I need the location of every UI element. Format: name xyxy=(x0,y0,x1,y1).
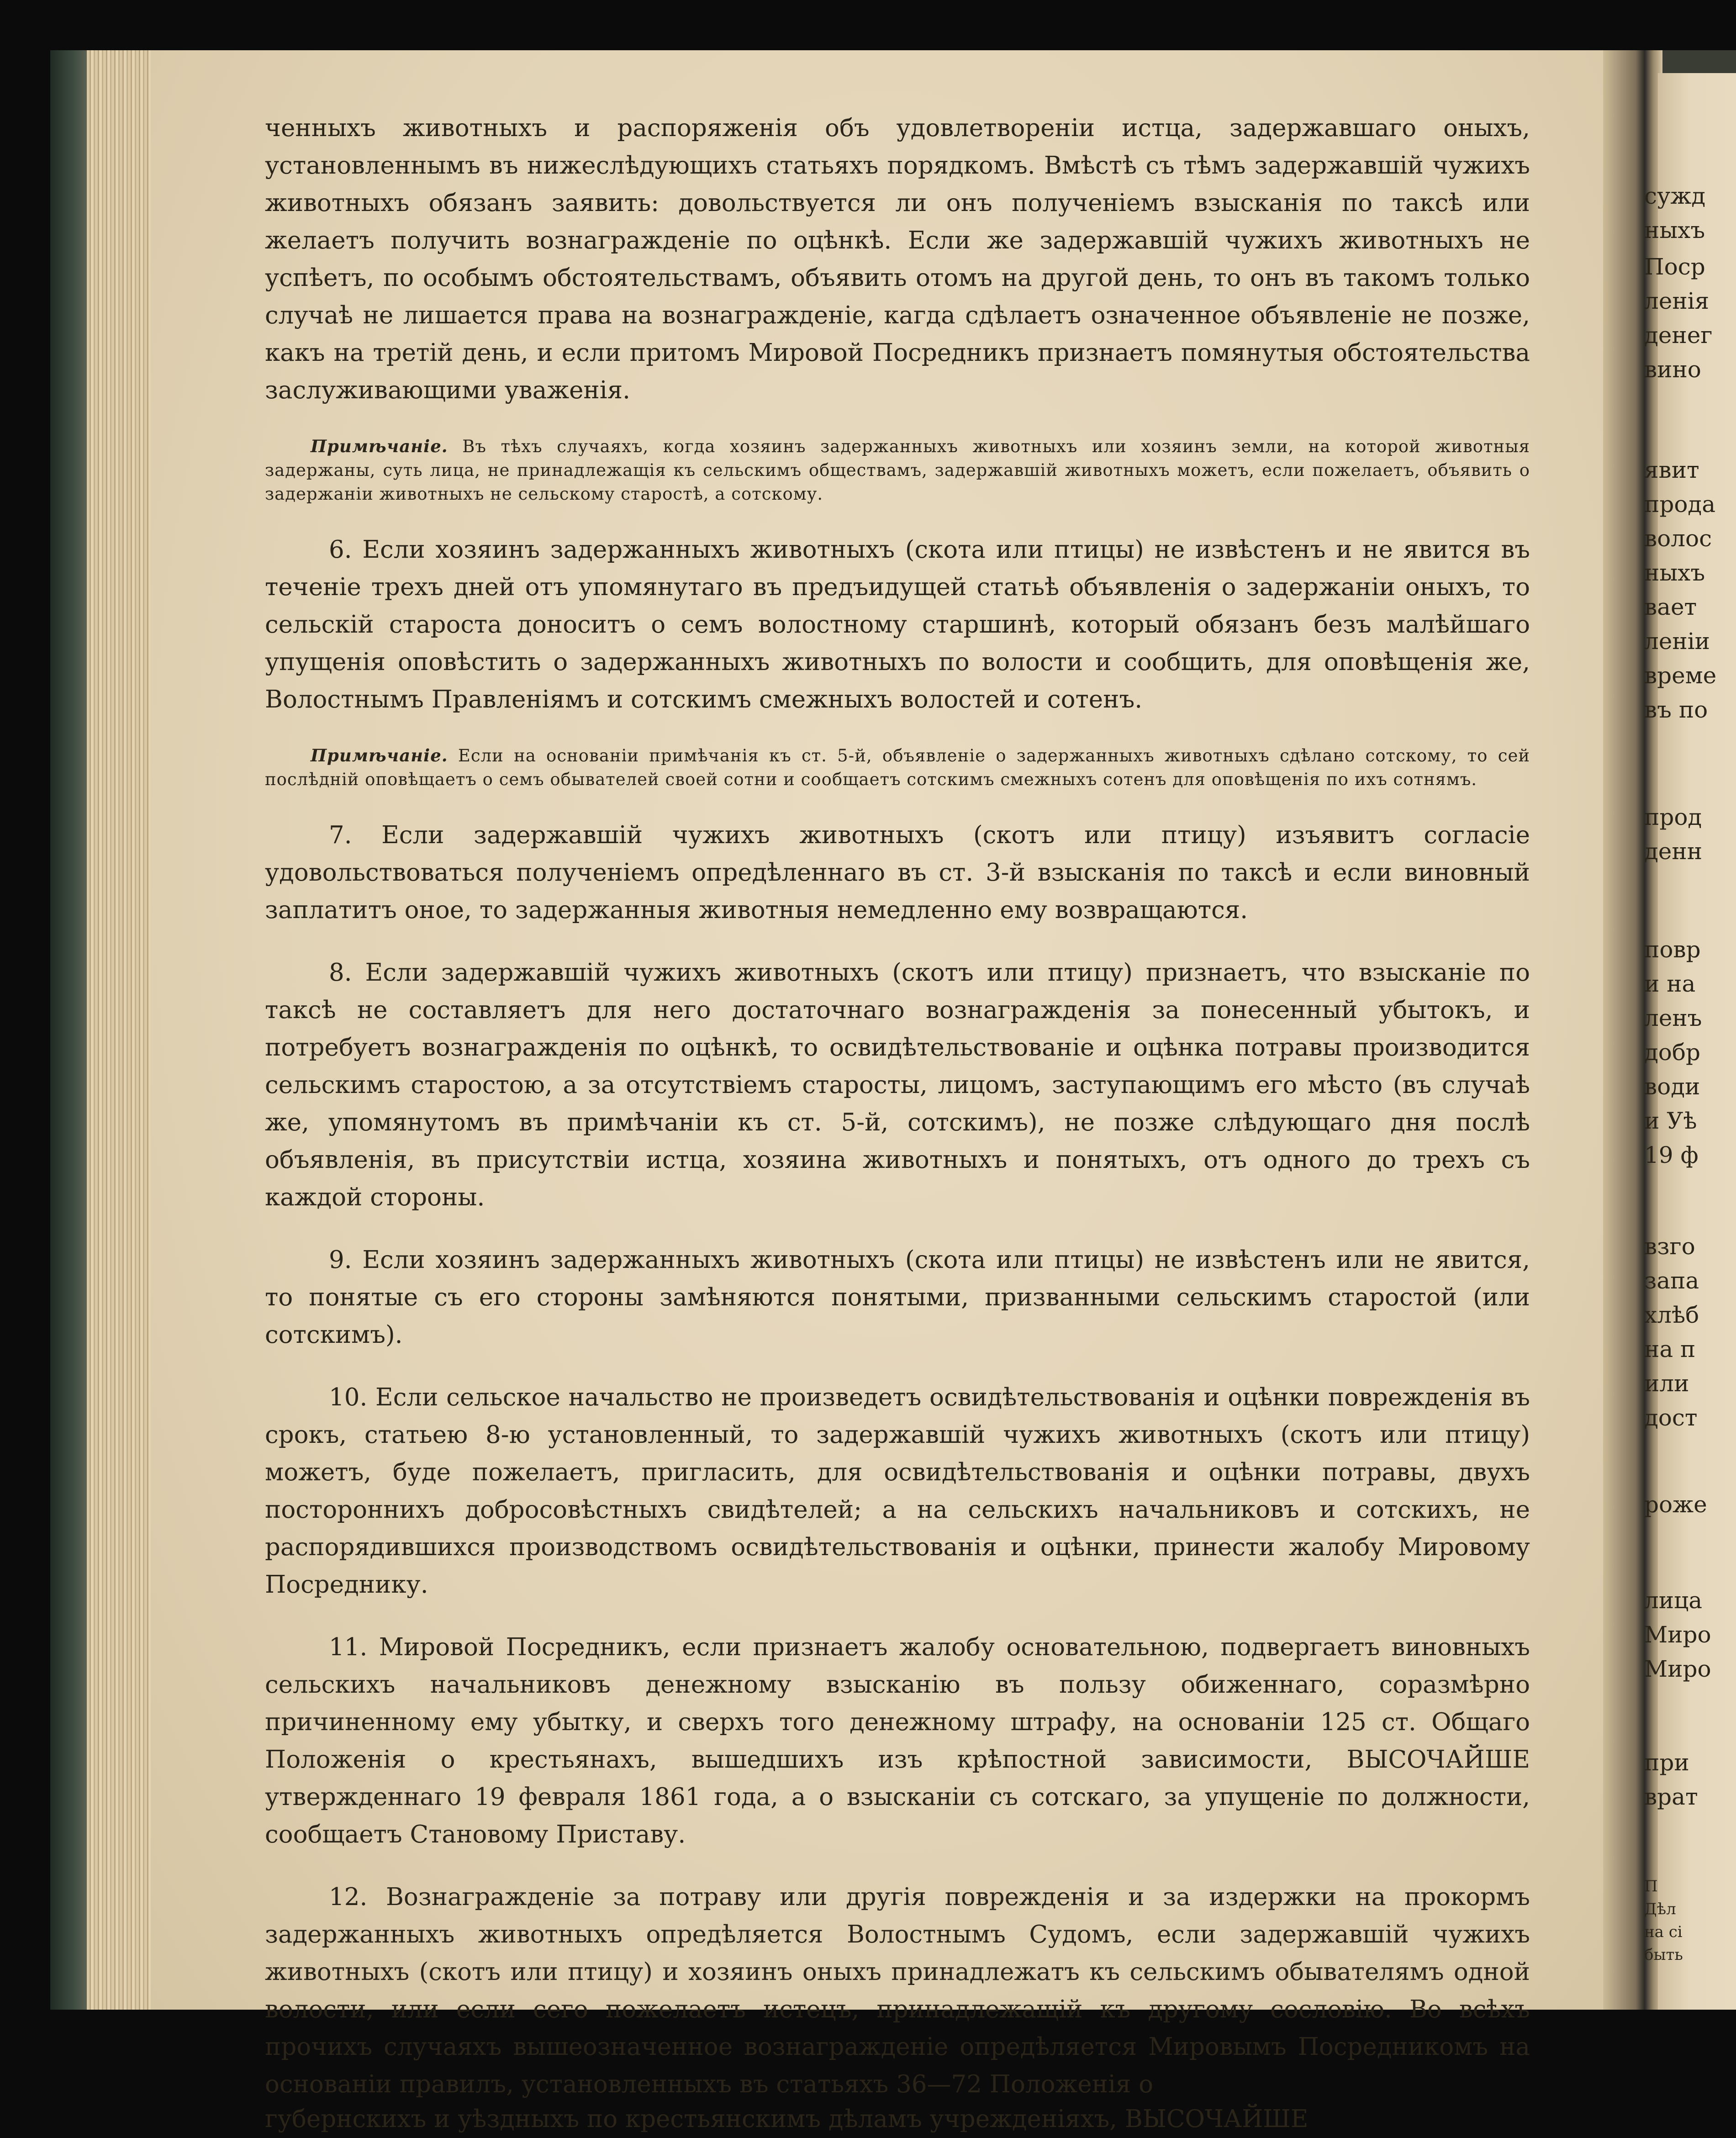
right-page-fragment: или xyxy=(1644,1370,1689,1397)
right-page-fragment: добр xyxy=(1644,1039,1700,1066)
article-10: 10. Если сельское начальство не произведетъ освидѣтельствованія и оцѣнки поврежденія въ срокъ, статьею 8-ю установленный, то задержавшій чужихъ животныхъ (скотъ или птицу) можетъ, буде пожелаетъ, пригласить, для освидѣтельствованія и оцѣнки потравы, двухъ постороннихъ добросовѣстныхъ свидѣтелей; а на сельскихъ начальниковъ и сотскихъ, не распорядившихся производствомъ освидѣтельствованія и оцѣнки, принести жалобу Мировому Посреднику. xyxy=(265,1383,1530,1599)
right-page-fragment: вино xyxy=(1644,356,1701,383)
right-page-fragment: ныхъ xyxy=(1644,217,1705,243)
article-9: 9. Если хозяинъ задержанныхъ животныхъ (скота или птицы) не извѣстенъ или не явится, то понятые съ его стороны замѣняются понятыми, призванными сельскимъ старостой (или сотскимъ). xyxy=(265,1246,1530,1349)
right-page-fragment: време xyxy=(1644,662,1717,689)
article-12: 12. Вознагражденіе за потраву или другія поврежденія и за издержки на прокормъ задержанныхъ животныхъ опредѣляется Волостнымъ Судомъ, если задержавшій чужихъ животныхъ (скотъ или птицу) и хозяинъ оныхъ принадлежатъ къ сельскимъ обывателямъ одной волости, или если сего пожелаетъ истецъ, принадлежащій къ другому сословію. Во всѣхъ прочихъ случаяхъ вышеозначенное вознагражденіе опредѣляется Мировымъ Посредникомъ на основаніи правилъ, установленныхъ въ статьяхъ 36—72 Положенія о xyxy=(265,1883,1530,2098)
right-page-fragment: Миро xyxy=(1644,1621,1711,1648)
article-6: 6. Если хозяинъ задержанныхъ животныхъ (скота или птицы) не извѣстенъ и не явится въ теченіе трехъ дней отъ упомянутаго въ предъидущей статьѣ объявленія о задержаніи оныхъ, то сельскій староста доноситъ о семъ волостному старшинѣ, который обязанъ безъ малѣйшаго упущенія оповѣстить о задержанныхъ животныхъ по волости и сообщить, для оповѣщенія же, Волостнымъ Правленіямъ и сотскимъ смежныхъ волостей и сотенъ. xyxy=(265,536,1530,713)
right-page-fragment: явит xyxy=(1644,457,1699,483)
right-page-fragment: лица xyxy=(1644,1587,1703,1614)
book-cover-edge xyxy=(50,50,87,2010)
right-page-fragment: прод xyxy=(1644,804,1702,830)
right-page-fragment: на сі xyxy=(1644,1923,1683,1941)
note-1 xyxy=(265,434,1530,506)
note-text: Если на основаніи примѣчанія къ ст. 5-й, объявленіе о задержанныхъ животныхъ сдѣлано сотскому, то сей послѣдній оповѣщаетъ о семъ обывателей своей сотни и сообщаетъ сотскимъ смежныхъ сотенъ для оповѣщенія по ихъ сотнямъ. xyxy=(265,746,1530,789)
right-page-fragment: ныхъ xyxy=(1644,560,1705,586)
right-page-fragment: дост xyxy=(1644,1404,1698,1431)
right-page-fragment: води xyxy=(1644,1073,1700,1100)
right-page-fragment: ленъ xyxy=(1644,1005,1702,1031)
right-page-fragment: быть xyxy=(1644,1946,1683,1964)
cut-off-line: губернскихъ и уѣздныхъ по крестьянскимъ дѣламъ учрежденіяхъ, ВЫСОЧАЙШЕ xyxy=(265,2105,1309,2133)
right-page-fragment: въ по xyxy=(1644,697,1708,723)
right-page-fragment: роже xyxy=(1644,1491,1707,1518)
right-page-fragment: запа xyxy=(1644,1267,1699,1294)
article-7: 7. Если задержавшій чужихъ животныхъ (скотъ или птицу) изъявитъ согласіе удовольствоваться полученіемъ опредѣленнаго въ ст. 3-й взысканія по таксѣ и если виновный заплатитъ оное, то задержанныя животныя немедленно ему возвращаются. xyxy=(265,821,1530,924)
page-text xyxy=(265,110,1530,2138)
note-text: Въ тѣхъ случаяхъ, когда хозяинъ задержанныхъ животныхъ или хозяинъ земли, на которой животныя задержаны, суть лица, не принадлежащія къ сельскимъ обществамъ, задержавшій животныхъ можетъ, если пожелаетъ, объявить о задержаніи животныхъ не сельскому старостѣ, а сотскому. xyxy=(265,437,1530,504)
right-page-fragment: и на xyxy=(1644,971,1696,997)
right-page-fragment: сужд xyxy=(1644,183,1706,209)
right-page-fragment: повр xyxy=(1644,936,1701,963)
right-page-fragment: врат xyxy=(1644,1784,1698,1810)
page-edges xyxy=(87,50,151,2010)
note-label: Примѣчаніе. xyxy=(311,436,448,456)
note-label: Примѣчаніе. xyxy=(311,745,448,765)
right-page-fragment: П xyxy=(1644,1877,1658,1895)
paragraph-continuation: ченныхъ животныхъ и распоряженія объ удовлетвореніи истца, задержавшаго оныхъ, установленнымъ въ нижеслѣдующихъ статьяхъ порядкомъ. Вмѣстѣ съ тѣмъ задержавшій чужихъ животныхъ обязанъ заявить: довольствуется ли онъ полученіемъ взысканія по таксѣ или желаетъ получить вознагражденіе по оцѣнкѣ. Если же задержавшій чужихъ животныхъ не успѣетъ, по особымъ обстоятельствамъ, объявить отомъ на другой день, то онъ въ такомъ только случаѣ не лишается права на вознагражденіе, кагда сдѣлаетъ означенное объявленіе не позже, какъ на третій день, и если притомъ Мировой Посредникъ признаетъ помянутыя обстоятельства заслуживающими уваженія. xyxy=(265,114,1530,404)
note-2 xyxy=(265,744,1530,792)
right-page-fragment: взго xyxy=(1644,1233,1695,1260)
right-page-fragment: ленія xyxy=(1644,288,1710,314)
right-page-fragment: Миро xyxy=(1644,1656,1711,1682)
right-page-fragment: 19 ф xyxy=(1644,1142,1699,1168)
right-page-fragment: волос xyxy=(1644,525,1712,552)
right-page-fragment: прода xyxy=(1644,491,1716,517)
right-page-fragment: и Уѣ xyxy=(1644,1108,1697,1134)
right-page-fragment: вает xyxy=(1644,594,1697,620)
article-8: 8. Если задержавшій чужихъ животныхъ (скотъ или птицу) признаетъ, что взысканіе по таксѣ не составляетъ для него достаточнаго вознагражденія за понесенный убытокъ, и потребуетъ вознагражденія по оцѣнкѣ, то освидѣтельствованіе и оцѣнка потравы производится сельскимъ старостою, а за отсутствіемъ старосты, лицомъ, заступающимъ его мѣсто (въ случаѣ же, упомянутомъ въ примѣчаніи къ ст. 5-й, сотскимъ), не позже слѣдующаго дня послѣ объявленія, въ присутствіи истца, хозяина животныхъ и понятыхъ, отъ одного до трехъ съ каждой стороны. xyxy=(265,959,1530,1211)
article-11: 11. Мировой Посредникъ, если признаетъ жалобу основательною, подвергаетъ виновныхъ сельскихъ начальниковъ денежному взысканію въ пользу обиженнаго, соразмѣрно причиненному ему убытку, и сверхъ того денежному штрафу, на основаніи 125 ст. Общаго Положенія о крестьянахъ, вышедшихъ изъ крѣпостной зависимости, ВЫСОЧАЙШЕ утвержденнаго 19 февраля 1861 года, а о взысканіи съ сотскаго, за упущеніе по должности, сообщаетъ Становому Приставу. xyxy=(265,1633,1530,1848)
right-page-fragment: хлѣб xyxy=(1644,1302,1699,1328)
right-page-fragment: Дѣл xyxy=(1644,1900,1676,1918)
right-page-fragment: на п xyxy=(1644,1336,1696,1362)
right-page-fragment: денег xyxy=(1644,322,1713,348)
right-page-fragment: при xyxy=(1644,1749,1689,1776)
right-page-fragment: денн xyxy=(1644,838,1703,865)
right-page-fragment: леніи xyxy=(1644,628,1710,655)
right-page-fragment: Поср xyxy=(1644,253,1705,280)
